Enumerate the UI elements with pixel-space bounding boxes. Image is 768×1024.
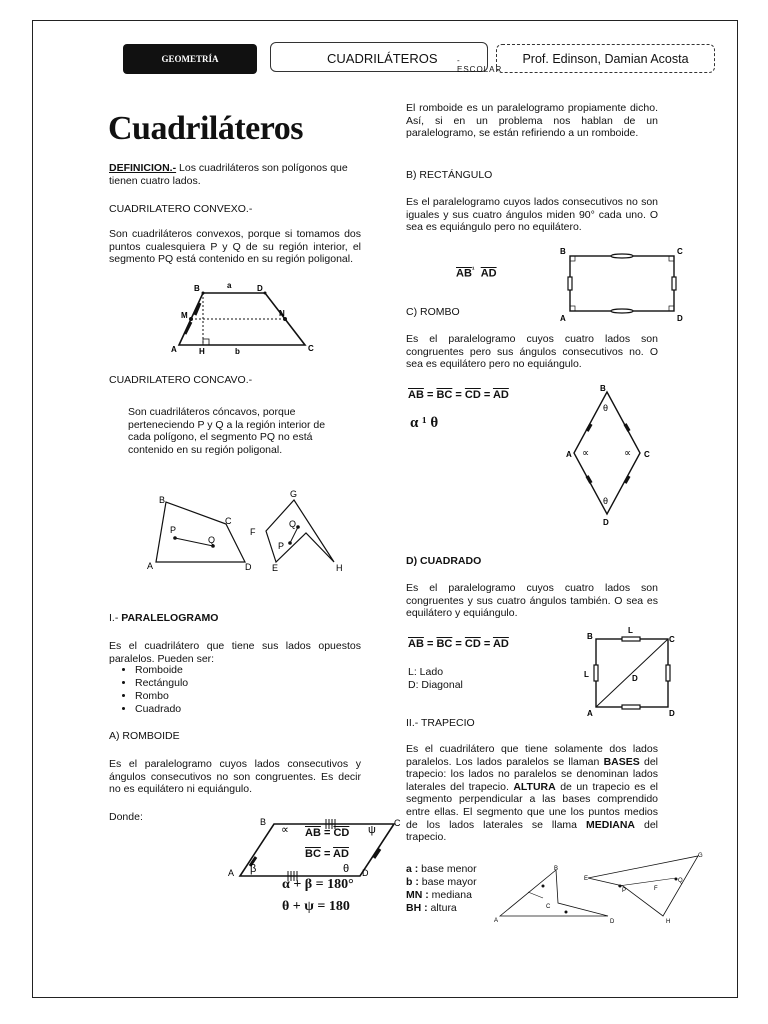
svg-text:A: A: [228, 868, 235, 878]
svg-text:D: D: [669, 709, 675, 718]
legend-key: BH :: [406, 902, 428, 914]
svg-text:L: L: [584, 670, 589, 679]
rombo-angle-relation: α ¹ θ: [410, 415, 439, 431]
svg-text:A: A: [587, 709, 593, 718]
angle-sum-equation-2: θ + ψ = 180: [282, 899, 350, 914]
legend-key: a :: [406, 863, 419, 875]
convex-heading: CUADRILATERO CONVEXO.-: [109, 203, 253, 215]
svg-text:H: H: [666, 919, 671, 925]
svg-text:M: M: [181, 311, 188, 320]
svg-text:ψ: ψ: [368, 824, 376, 836]
svg-text:a: a: [227, 281, 232, 290]
rectangle-figure: [556, 244, 688, 324]
svg-text:P: P: [622, 888, 627, 894]
definition-paragraph: [109, 162, 361, 187]
trapecio-altura: ALTURA: [513, 780, 556, 793]
legend-item: [406, 889, 477, 902]
svg-text:θ: θ: [343, 863, 350, 875]
svg-text:P: P: [278, 541, 285, 551]
svg-text:E: E: [272, 563, 279, 573]
segment-bc: $\overline{BC}$: [436, 638, 453, 650]
svg-text:G: G: [698, 853, 703, 859]
concave-quadrilaterals-figure: [144, 487, 356, 577]
svg-text:D: D: [632, 674, 638, 683]
author-name: Prof. Edinson, Damian Acosta: [522, 51, 689, 66]
list-item: • Romboide: [135, 664, 188, 677]
svg-text:B: B: [587, 632, 593, 641]
trapecio-mediana: MEDIANA: [586, 818, 635, 831]
segment-ad: $\overline{AD}$: [333, 848, 349, 860]
paralelogramo-heading: [109, 612, 218, 625]
svg-text:D: D: [677, 314, 683, 323]
legend-value: mediana: [428, 889, 472, 901]
legend-item: [406, 876, 477, 889]
svg-text:D: D: [610, 919, 615, 925]
page-title: Cuadriláteros: [108, 110, 303, 147]
svg-text:∝: ∝: [624, 448, 632, 459]
equals-sign: =: [323, 848, 331, 860]
list-item: • Rectángulo: [135, 677, 188, 690]
segment-cd: $\overline{CD}$: [464, 638, 481, 650]
svg-text:Q: Q: [678, 878, 683, 884]
paralelogramo-text: Es el cuadrilátero que tiene sus lados opuestos paralelos. Pueden ser:: [109, 640, 361, 665]
paralelogramo-title: PARALELOGRAMO: [121, 612, 219, 624]
svg-text:B: B: [600, 384, 606, 393]
legend-key: MN :: [406, 889, 429, 901]
list-item: • Rombo: [135, 690, 188, 703]
segment-bc: $\overline{BC}$: [436, 389, 453, 401]
svg-text:D: D: [257, 284, 263, 293]
paralelogramo-types-list: [107, 664, 188, 716]
rectangulo-equation: [456, 265, 497, 280]
svg-text:C: C: [308, 344, 314, 353]
equals-sign: =: [483, 638, 491, 650]
segment-ab: $\overline{AB}$: [456, 267, 472, 280]
svg-text:D: D: [245, 562, 252, 572]
segment-cd: $\overline{CD}$: [464, 389, 481, 401]
concave-text: Son cuadriláteros cóncavos, porque perteneciendo P y Q a la región interior de cada polígono, el segmento PQ no está contenido en su región poligonal.: [128, 406, 326, 456]
svg-text:H: H: [199, 347, 205, 356]
svg-text:C: C: [225, 516, 232, 526]
romboide-heading: A) ROMBOIDE: [109, 730, 180, 742]
angle-sum-equation-1: α + β = 180°: [282, 877, 354, 892]
rombo-text: Es el paralelogramo cuyos cuatro lados son congruentes pero sus ángulos consecutivos no. O sea es equilátero pero no equiángulo.: [406, 333, 658, 371]
definition-label: DEFINICION.-: [109, 162, 177, 174]
svg-text:C: C: [669, 635, 675, 644]
legend-item: [406, 863, 477, 876]
trapecio-text-1: Es el cuadrilátero que tiene solamente dos lados paralelos. Los lados paralelos se llaman: [406, 743, 658, 768]
romboide-eq-bc-ad: [305, 848, 349, 860]
svg-text:B: B: [260, 817, 267, 827]
segment-ad: $\overline{AD}$: [480, 267, 497, 280]
svg-text:A: A: [147, 561, 154, 571]
svg-text:A: A: [494, 918, 499, 924]
author-box: [496, 44, 715, 73]
svg-text:∝: ∝: [582, 448, 590, 459]
svg-text:A: A: [566, 450, 572, 459]
rectangulo-text: Es el paralelogramo cuyos lados consecutivos no son iguales y sus cuatro ángulos miden 90° cada uno. O sea es equiángulo pero no equilátero.: [406, 196, 658, 234]
svg-text:D: D: [362, 868, 369, 878]
cuadrado-legend-lado: L: Lado: [408, 666, 444, 678]
legend-value: base mayor: [418, 876, 477, 888]
svg-text:E: E: [584, 876, 589, 882]
concave-heading: CUADRILATERO CONCAVO.-: [109, 374, 253, 386]
cuadrado-legend-diagonal: D: Diagonal: [408, 679, 463, 691]
paralelogramo-number: I.-: [109, 612, 122, 624]
rombo-heading: C) ROMBO: [406, 306, 460, 318]
donde-label: Donde:: [109, 811, 143, 823]
equals-sign: =: [455, 638, 462, 650]
segment-ad: $\overline{AD}$: [492, 389, 509, 401]
rectangulo-heading: B) RECTÁNGULO: [406, 169, 493, 181]
legend-key: b :: [406, 876, 419, 888]
concave-trapezoid-sketch: [488, 848, 718, 928]
legend-value: altura: [427, 902, 457, 914]
definition-text: Los cuadriláteros son polígonos que tienen cuatro lados.: [109, 162, 348, 187]
cuadrado-text: Es el paralelogramo cuyos cuatro lados son congruentes y sus cuatro ángulos también. O sea es equilátero y equiángulo.: [406, 582, 658, 620]
romboide-eq-ab-cd: [305, 827, 349, 839]
trapecio-legend: [406, 863, 477, 915]
svg-text:B: B: [560, 247, 566, 256]
rombo-equation: [408, 389, 509, 401]
svg-text:Q: Q: [289, 519, 297, 529]
svg-text:∝: ∝: [281, 824, 289, 836]
romboide-continuation: El romboide es un paralelogramo propiamente dicho. Así, si en un problema nos hablan de un paralelogramo, se están refiriendo a un romboide.: [406, 102, 658, 140]
not-equal-sign: ¹: [471, 265, 475, 274]
svg-text:B: B: [159, 495, 166, 505]
romboide-text: Es el paralelogramo cuyos lados consecutivos y ángulos consecutivos no son congruentes. Es decir no es equilátero ni equiángulo.: [109, 758, 361, 796]
equals-sign: =: [426, 389, 434, 401]
list-item: • Cuadrado: [135, 703, 188, 716]
trapecio-text-3: de un trapecio es el segmento perpendicular a las bases comprendido entre ellas. El segmento que une los puntos medios de los lados laterales se llama: [406, 780, 658, 831]
convex-text: Son cuadriláteros convexos, porque si tomamos dos puntos cualesquiera P y Q de su región interior, el segmento PQ está contenido en su región poligonal.: [109, 228, 361, 266]
svg-text:F: F: [654, 886, 658, 892]
svg-text:N: N: [279, 309, 285, 318]
cuadrado-equation: [408, 638, 509, 650]
segment-ab: $\overline{AB}$: [408, 389, 424, 401]
cuadrado-heading: D) CUADRADO: [406, 555, 482, 567]
topic-box: [270, 42, 503, 74]
segment-ad: $\overline{AD}$: [492, 638, 509, 650]
square-figure: [580, 625, 686, 720]
svg-text:Q: Q: [208, 535, 216, 545]
svg-text:B: B: [194, 284, 200, 293]
trapecio-heading: II.- TRAPECIO: [406, 717, 475, 729]
svg-text:θ: θ: [603, 496, 609, 506]
equals-sign: =: [483, 389, 491, 401]
equals-sign: =: [323, 827, 331, 839]
trapecio-text-4: del trapecio.: [406, 818, 658, 844]
svg-text:b: b: [235, 347, 240, 356]
svg-text:A: A: [560, 314, 566, 323]
topic-title: CUADRILÁTEROS: [327, 51, 438, 66]
svg-text:H: H: [336, 563, 343, 573]
svg-text:B: B: [554, 866, 559, 872]
level-label: -ESCOLAR: [457, 56, 503, 74]
svg-text:C: C: [394, 818, 401, 828]
svg-text:F: F: [250, 527, 256, 537]
svg-text:G: G: [290, 489, 298, 499]
svg-text:C: C: [546, 904, 551, 910]
svg-text:C: C: [644, 450, 650, 459]
legend-item: [406, 902, 477, 915]
svg-text:A: A: [171, 345, 177, 354]
equals-sign: =: [426, 638, 434, 650]
segment-cd: $\overline{CD}$: [333, 827, 350, 839]
trapecio-bases: BASES: [603, 755, 640, 768]
segment-bc: $\overline{BC}$: [305, 848, 321, 860]
legend-value: base menor: [418, 863, 477, 875]
trapecio-text-2: del trapecio: los lados no paralelos se denominan lados laterales del trapecio.: [406, 755, 658, 793]
svg-text:β: β: [250, 863, 257, 875]
trapecio-text: [406, 743, 658, 844]
svg-text:θ: θ: [603, 403, 609, 413]
segment-ab: $\overline{AB}$: [305, 827, 321, 839]
svg-text:C: C: [677, 247, 683, 256]
rhombus-figure: [562, 380, 662, 530]
segment-ab: $\overline{AB}$: [408, 638, 424, 650]
subject-label: GEOMETRÍA: [123, 44, 257, 74]
svg-text:L: L: [628, 626, 633, 635]
equals-sign: =: [455, 389, 462, 401]
svg-text:D: D: [603, 518, 609, 527]
svg-text:P: P: [170, 525, 177, 535]
convex-quadrilateral-figure: [165, 280, 315, 360]
